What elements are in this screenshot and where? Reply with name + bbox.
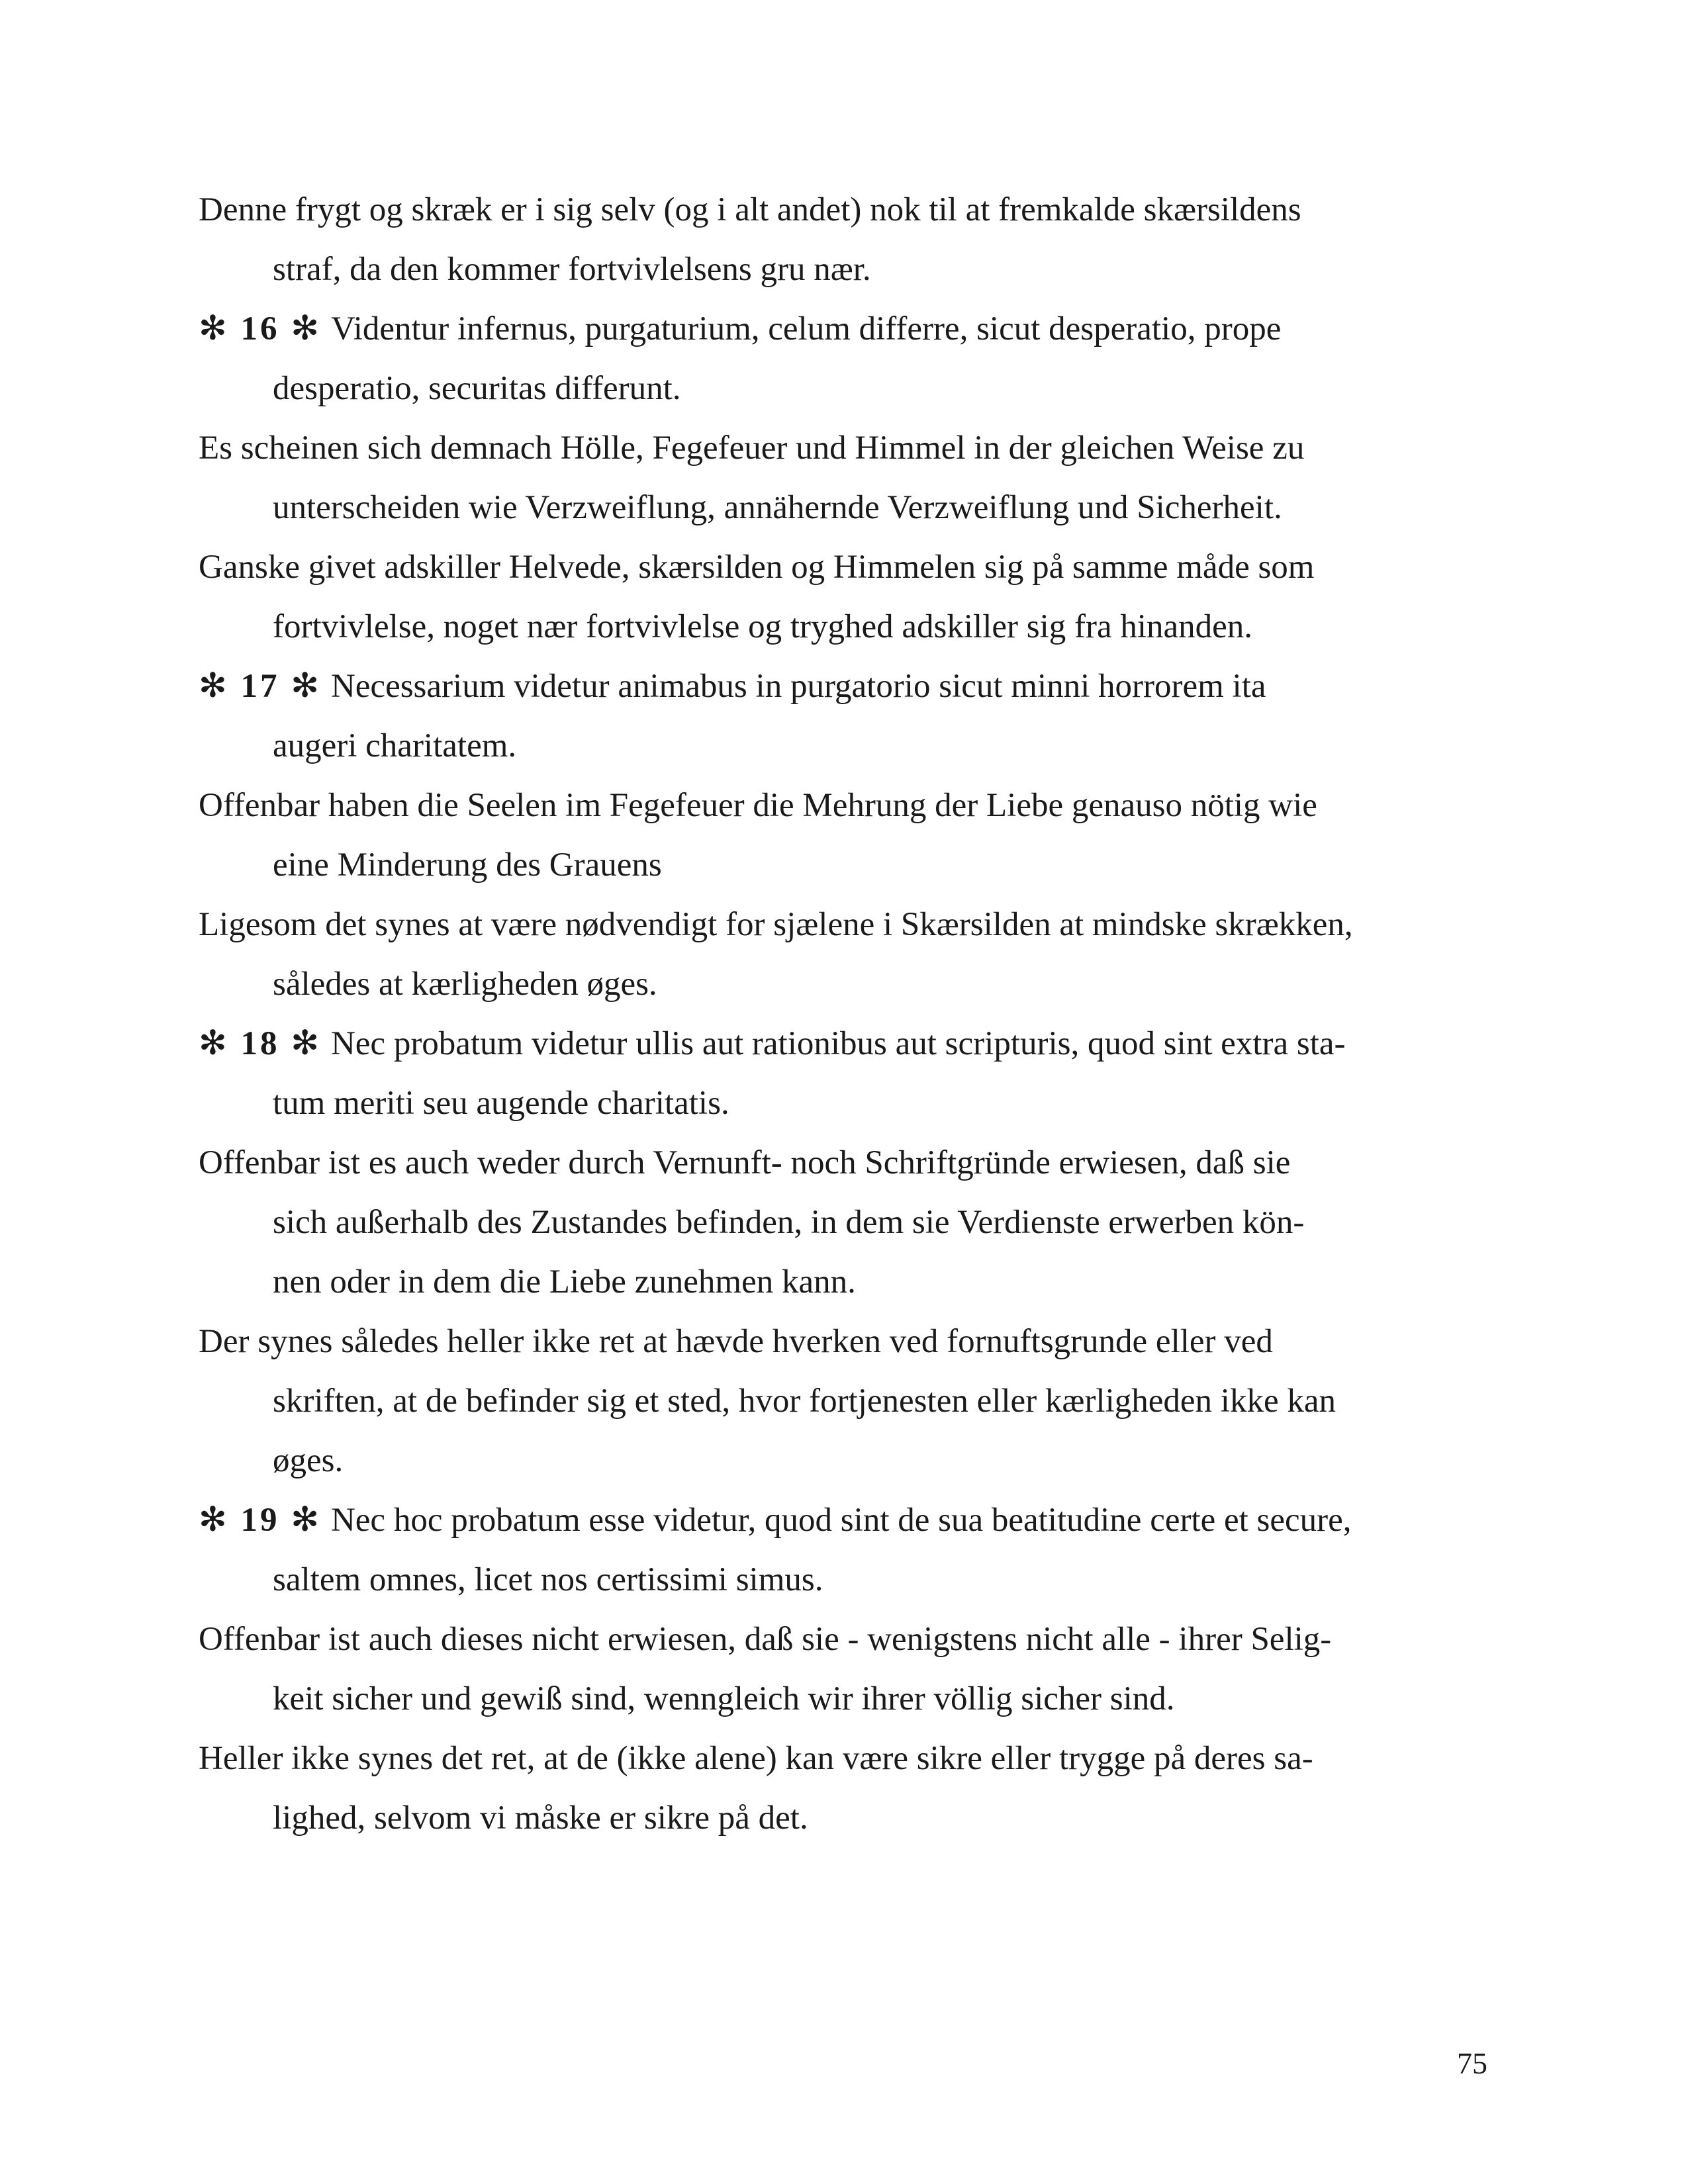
paragraph-line: sich außerhalb des Zustandes befinden, in dem sie Verdienste erwerben kön- <box>273 1204 1305 1241</box>
thesis-paragraph <box>199 299 1516 418</box>
paragraph-line: ✻ 18 ✻ Nec probatum videtur ullis aut rationibus aut scripturis, quod sint extra sta- <box>199 1025 1346 1062</box>
paragraph <box>199 895 1516 1014</box>
paragraph-line: skriften, at de befinder sig et sted, hvor fortjenesten eller kærligheden ikke kan <box>273 1383 1336 1420</box>
paragraph-line: augeri charitatem. <box>273 727 517 764</box>
paragraph-line: fortvivlelse, noget nær fortvivlelse og tryghed adskiller sig fra hinanden. <box>273 608 1253 645</box>
paragraph-line: lighed, selvom vi måske er sikre på det. <box>273 1799 808 1837</box>
thesis-paragraph <box>199 657 1516 776</box>
page-number: 75 <box>1457 2046 1487 2080</box>
paragraph <box>199 1610 1516 1729</box>
text-block <box>199 180 1516 1848</box>
paragraph-line: Denne frygt og skræk er i sig selv (og i alt andet) nok til at fremkalde skærsildens <box>199 191 1301 228</box>
paragraph-line: keit sicher und gewiß sind, wenngleich wir ihrer völlig sicher sind. <box>273 1680 1175 1717</box>
paragraph-line: saltem omnes, licet nos certissimi simus. <box>273 1561 823 1598</box>
thesis-number-marker: ✻ 16 ✻ <box>199 310 322 347</box>
paragraph-line: nen oder in dem die Liebe zunehmen kann. <box>273 1263 856 1300</box>
paragraph <box>199 1133 1516 1312</box>
paragraph-line: Der synes således heller ikke ret at hævde hverken ved fornuftsgrunde eller ved <box>199 1323 1273 1360</box>
paragraph-line: unterscheiden wie Verzweiflung, annähernde Verzweiflung und Sicherheit. <box>273 489 1282 526</box>
paragraph-line: desperatio, securitas differunt. <box>273 370 681 407</box>
paragraph-line: Offenbar ist es auch weder durch Vernunft- noch Schriftgründe erwiesen, daß sie <box>199 1144 1291 1181</box>
paragraph <box>199 180 1516 299</box>
paragraph-line: Ligesom det synes at være nødvendigt for sjælene i Skærsilden at mindske skrækken, <box>199 906 1353 943</box>
thesis-paragraph <box>199 1014 1516 1133</box>
paragraph-line: ✻ 17 ✻ Necessarium videtur animabus in purgatorio sicut minni horrorem ita <box>199 668 1266 705</box>
paragraph <box>199 418 1516 537</box>
paragraph-line: tum meriti seu augende charitatis. <box>273 1085 729 1122</box>
paragraph <box>199 776 1516 895</box>
paragraph-line: ✻ 19 ✻ Nec hoc probatum esse videtur, quod sint de sua beatitudine certe et secure, <box>199 1502 1352 1539</box>
thesis-number-marker: ✻ 19 ✻ <box>199 1502 322 1539</box>
paragraph-line: eine Minderung des Grauens <box>273 846 662 884</box>
paragraph-line: Ganske givet adskiller Helvede, skærsilden og Himmelen sig på samme måde som <box>199 549 1315 586</box>
paragraph <box>199 1729 1516 1848</box>
paragraph-line: ✻ 16 ✻ Videntur infernus, purgaturium, celum differre, sicut desperatio, prope <box>199 310 1282 347</box>
thesis-number-marker: ✻ 17 ✻ <box>199 668 322 705</box>
paragraph-line: således at kærligheden øges. <box>273 966 657 1003</box>
paragraph-line: Es scheinen sich demnach Hölle, Fegefeuer und Himmel in der gleichen Weise zu <box>199 430 1305 467</box>
thesis-paragraph <box>199 1490 1516 1610</box>
paragraph-line: straf, da den kommer fortvivlelsens gru nær. <box>273 251 871 288</box>
paragraph-line: Offenbar haben die Seelen im Fegefeuer die Mehrung der Liebe genauso nötig wie <box>199 787 1317 824</box>
paragraph <box>199 537 1516 657</box>
thesis-number-marker: ✻ 18 ✻ <box>199 1025 322 1062</box>
paragraph-line: Heller ikke synes det ret, at de (ikke alene) kan være sikre eller trygge på deres sa- <box>199 1740 1313 1777</box>
paragraph <box>199 1312 1516 1490</box>
paragraph-line: Offenbar ist auch dieses nicht erwiesen, daß sie - wenigstens nicht alle - ihrer Selig- <box>199 1621 1332 1658</box>
paragraph-line: øges. <box>273 1442 344 1479</box>
